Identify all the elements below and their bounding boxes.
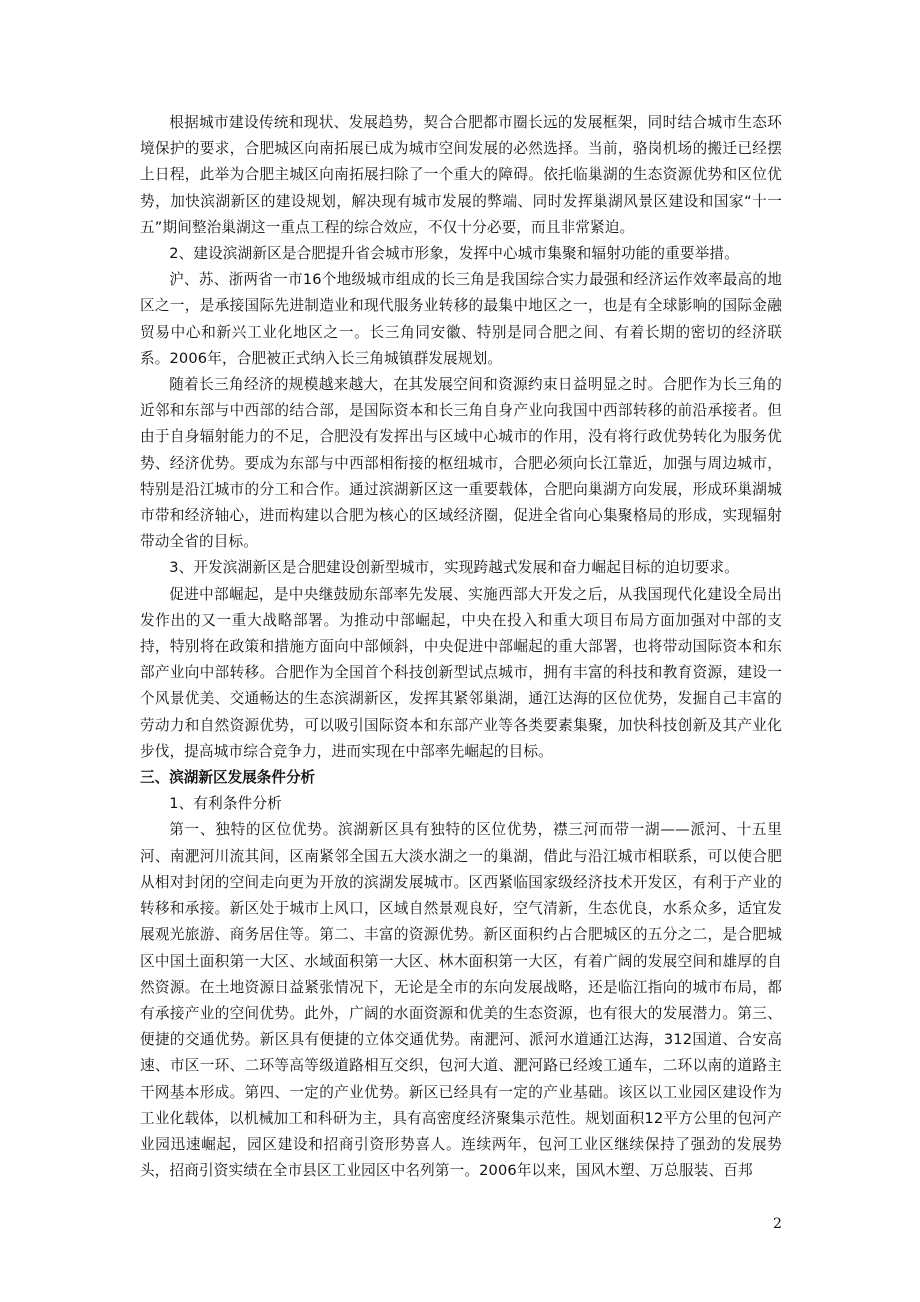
paragraph-point-2-heading: 2、建设滨湖新区是合肥提升省会城市形象，发挥中心城市集聚和辐射功能的重要举措。 (169, 245, 739, 263)
document-page (140, 110, 782, 1184)
subheading-favorable-conditions: 1、有利条件分析 (169, 795, 282, 813)
paragraph-central-rise: 促进中部崛起，是中央继鼓励东部率先发展、实施西部大开发之后，从我国现代化建设全局出发作出的又一重大战略部署。为推动中部崛起，中央在投入和重大项目布局方面加强对中部的支持，特别将在政策和措施方面向中部倾斜，中央促进中部崛起的重大部署，也将带动国际资本和东部产业向中部转移。合肥作为全国首个科技创新型试点城市，拥有丰富的科技和教育资源，建设一个风景优美、交通畅达的生态滨湖新区，发挥其紧邻巢湖，通江达海的区位优势，发掘自己丰富的劳动力和自然资源优势，可以吸引国际资本和东部产业等各类要素集聚，加快科技创新及其产业化步伐，提高城市综合竞争力，进而实现在中部率先崛起的目标。 (140, 585, 782, 760)
paragraph-yangtze-delta: 沪、苏、浙两省一市16个地级城市组成的长三角是我国综合实力最强和经济运作效率最高的地区之一，是承接国际先进制造业和现代服务业转移的最集中地区之一，也是有全球影响的国际金融贸易中心和新兴工业化地区之一。长三角同安徽、特别是同合肥之间、有着长期的密切的经济联系。2006年，合肥被正式纳入长三角城镇群发展规划。 (140, 271, 782, 367)
section-heading: 三、滨湖新区发展条件分析 (140, 769, 316, 787)
paragraph-advantages: 第一、独特的区位优势。滨湖新区具有独特的区位优势，襟三河而带一湖——派河、十五里河、南淝河川流其间，区南紧邻全国五大淡水湖之一的巢湖，借此与沿江城市相联系，可以使合肥从相对封闭的空间走向更为开放的滨湖发展城市。区西紧临国家级经济技术开发区，有利于产业的转移和承接。新区处于城市上风口，区域自然景观良好，空气清新，生态优良，水系众多，适宜发展观光旅游、商务居住等。第二、丰富的资源优势。新区面积约占合肥城区的五分之二，是合肥城区中国土面积第一大区、水域面积第一大区、林木面积第一大区，有着广阔的发展空间和雄厚的自然资源。在土地资源日益紧张情况下，无论是全市的东向发展战略，还是临江指向的城市布局，都有承接产业的空间优势。此外，广阔的水面资源和优美的生态资源，也有很大的发展潜力。第三、便捷的交通优势。新区具有便捷的立体交通优势。南淝河、派河水道通江达海，312国道、合安高速、市区一环、二环等高等级道路相互交织，包河大道、淝河路已经竣工通车，二环以南的道路主干网基本形成。第四、一定的产业优势。新区已经具有一定的产业基础。该区以工业园区建设作为工业化载体，以机械加工和科研为主，具有高密度经济聚集示范性。规划面积12平方公里的包河产业园迅速崛起，园区建设和招商引资形势喜人。连续两年，包河工业区继续保持了强劲的发展势头，招商引资实绩在全市县区工业园区中名列第一。2006年以来，国风木塑、万总服装、百邦 (140, 821, 782, 1180)
page-number: 2 (773, 1216, 782, 1232)
paragraph-point-3-heading: 3、开发滨湖新区是合肥建设创新型城市，实现跨越式发展和奋力崛起目标的迫切要求。 (169, 559, 739, 577)
paragraph-city-south-expansion: 根据城市建设传统和现状、发展趋势，契合合肥都市圈长远的发展框架，同时结合城市生态环境保护的要求，合肥城区向南拓展已成为城市空间发展的必然选择。当前，骆岗机场的搬迁已经摆上日程，此举为合肥主城区向南拓展扫除了一个重大的障碍。依托临巢湖的生态资源优势和区位优势，加快滨湖新区的建设规划，解决现有城市发展的弊端、同时发挥巢湖风景区建设和国家“十一五”期间整治巢湖这一重点工程的综合效应，不仅十分必要，而且非常紧迫。 (140, 114, 782, 236)
paragraph-hefei-role: 随着长三角经济的规模越来越大，在其发展空间和资源约束日益明显之时。合肥作为长三角的近邻和东部与中西部的结合部，是国际资本和长三角自身产业向我国中西部转移的前沿承接者。但由于自身辐射能力的不足，合肥没有发挥出与区域中心城市的作用，没有将行政优势转化为服务优势、经济优势。要成为东部与中西部相衔接的枢纽城市，合肥必须向长江靠近，加强与周边城市，特别是沿江城市的分工和合作。通过滨湖新区这一重要载体，合肥向巢湖方向发展，形成环巢湖城市带和经济轴心，进而构建以合肥为核心的区域经济圈，促进全省向心集聚格局的形成，实现辐射带动全省的目标。 (140, 376, 782, 551)
